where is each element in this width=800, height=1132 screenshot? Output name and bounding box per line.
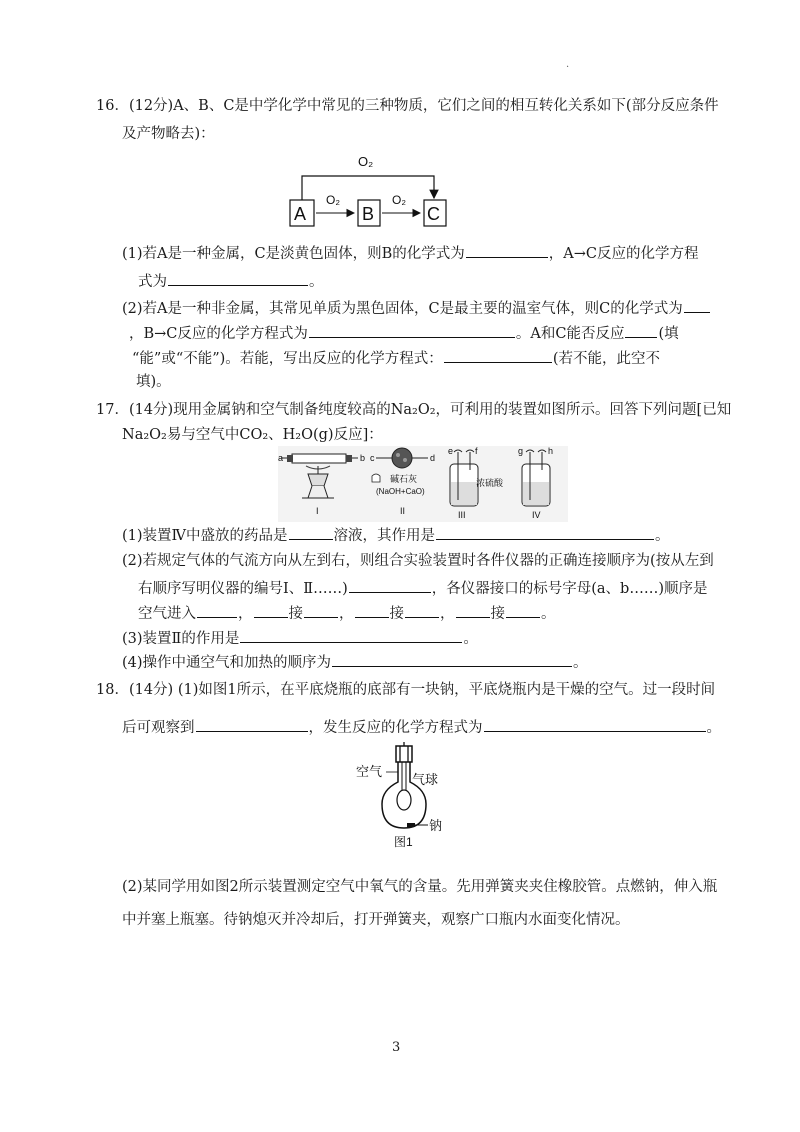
- svg-text:e: e: [448, 446, 454, 456]
- q17-p2-text-d: 空气进入: [138, 606, 196, 622]
- q17-p3-text-a: (3)装置Ⅱ的作用是: [122, 631, 240, 647]
- answer-blank[interactable]: [625, 323, 657, 338]
- q18-stem-line2: [122, 717, 721, 738]
- svg-text:II: II: [400, 506, 406, 516]
- answer-blank[interactable]: [240, 628, 462, 643]
- separator: ，: [440, 606, 455, 622]
- q16-p1-text-a: (1)若A是一种金属，C是淡黄色固体，则B的化学式为: [122, 246, 465, 262]
- answer-blank[interactable]: [484, 717, 706, 732]
- svg-text:I: I: [316, 506, 319, 516]
- answer-blank[interactable]: [436, 525, 654, 540]
- q17-p1-text-a: (1)装置Ⅳ中盛放的药品是: [122, 528, 288, 544]
- o2-top-label: O₂: [358, 154, 374, 169]
- answer-blank[interactable]: [196, 717, 308, 732]
- q17-part4: [122, 652, 588, 673]
- join-word: 接: [389, 606, 404, 622]
- answer-blank[interactable]: [684, 298, 710, 313]
- q18-l2-text-c: 。: [706, 720, 721, 736]
- q16-part2-line1: [122, 298, 711, 319]
- q16-part1-line1: [122, 243, 698, 264]
- q16-p2-text-e: “能”或“不能”)。若能，写出反应的化学方程式：: [132, 351, 443, 367]
- svg-text:IV: IV: [532, 510, 541, 520]
- q17-p3-text-b: 。: [463, 631, 478, 647]
- figure-caption: 图1: [394, 835, 413, 849]
- box-b-label: B: [362, 204, 375, 224]
- separator: ，: [238, 606, 253, 622]
- q18-part2-line2: 中并塞上瓶塞。待钠熄灭并冷却后，打开弹簧夹，观察广口瓶内水面变化情况。: [122, 912, 630, 928]
- answer-blank[interactable]: [349, 578, 431, 593]
- separator: ，: [339, 606, 354, 622]
- svg-text:c: c: [370, 453, 375, 463]
- join-word: 接: [288, 606, 303, 622]
- q17-p2-text-c: ，各仪器接口的标号字母(a、b……)顺序是: [431, 581, 708, 597]
- answer-blank[interactable]: [304, 603, 338, 618]
- answer-blank[interactable]: [405, 603, 439, 618]
- q16-conversion-diagram: [280, 148, 460, 232]
- answer-blank[interactable]: [506, 603, 540, 618]
- a-to-c-arrow: [302, 176, 434, 200]
- q18-part2-line1: (2)某同学用如图2所示装置测定空气中氧气的含量。先用弹簧夹夹住橡胶管。点燃钠，伸入瓶: [122, 879, 718, 895]
- answer-blank[interactable]: [309, 323, 515, 338]
- q17-apparatus-figure: [278, 446, 568, 522]
- q16-p2-text-b: ，B→C反应的化学方程式为: [129, 326, 308, 342]
- q16-p1-text-c: 式为: [138, 274, 167, 290]
- q16-p1-text-b: ，A→C反应的化学方程: [548, 246, 699, 262]
- q16-p1-text-d: 。: [309, 274, 324, 290]
- answer-blank[interactable]: [444, 348, 552, 363]
- page-number: 3: [392, 1040, 401, 1055]
- answer-blank[interactable]: [197, 603, 237, 618]
- q16-p2-text-a: (2)若A是一种非金属，其常见单质为黑色固体，C是最主要的温室气体，则C的化学式为: [122, 301, 683, 317]
- q16-part2-line4: 填)。: [136, 374, 171, 390]
- answer-blank[interactable]: [466, 243, 548, 258]
- svg-text:III: III: [458, 510, 466, 520]
- q18-stem-line1: 18．(14分) (1)如图1所示，在平底烧瓶的底部有一块钠，平底烧瓶内是干燥的空气。过一段时间: [96, 682, 716, 698]
- svg-text:浓硫酸: 浓硫酸: [476, 478, 504, 488]
- q17-part3: [122, 628, 478, 649]
- answer-blank[interactable]: [254, 603, 288, 618]
- answer-blank[interactable]: [168, 271, 308, 286]
- answer-blank[interactable]: [456, 603, 490, 618]
- answer-blank[interactable]: [289, 525, 333, 540]
- o2-label-1: O₂: [326, 193, 340, 207]
- q17-p1-text-b: 溶液，其作用是: [333, 528, 436, 544]
- answer-blank[interactable]: [355, 603, 389, 618]
- svg-text:d: d: [430, 453, 436, 463]
- q17-part2-line3: [138, 603, 556, 624]
- q18-l2-text-b: ，发生反应的化学方程式为: [308, 720, 483, 736]
- box-c-label: C: [427, 204, 440, 224]
- q17-p2-text-b: 右顺序写明仪器的编号Ⅰ、Ⅱ……): [138, 581, 348, 597]
- page-dot: ·: [566, 62, 570, 73]
- label-sodium: 钠: [429, 818, 443, 833]
- q18-l2-text-a: 后可观察到: [122, 720, 195, 736]
- q16-part2-line2: [129, 323, 679, 344]
- label-air: 空气: [356, 764, 383, 779]
- q16-p2-text-d: (填: [658, 326, 679, 342]
- svg-text:(NaOH+CaO): (NaOH+CaO): [376, 487, 425, 496]
- q16-p2-text-c: 。A和C能否反应: [515, 326, 625, 342]
- q17-p4-text-a: (4)操作中通空气和加热的顺序为: [122, 655, 332, 671]
- q18-figure-1: [352, 742, 456, 852]
- q17-part2-line1: (2)若规定气体的气流方向从左到右，则组合实验装置时各件仪器的正确连接顺序为(按从左到: [122, 553, 714, 569]
- q17-stem-line1: 17．(14分)现用金属钠和空气制备纯度较高的Na₂O₂，可利用的装置如图所示。回答下列问题[已知: [96, 402, 732, 418]
- q17-part2-line2: [138, 578, 708, 599]
- label-balloon: 气球: [412, 772, 439, 787]
- q16-stem-line2: 及产物略去)：: [122, 126, 215, 142]
- period: 。: [541, 606, 556, 622]
- svg-text:a: a: [278, 453, 284, 463]
- answer-blank[interactable]: [332, 652, 572, 667]
- q16-part2-line3: [132, 348, 660, 369]
- q17-part1: [122, 525, 670, 546]
- o2-label-2: O₂: [392, 193, 406, 207]
- q16-p2-text-f: (若不能，此空不: [552, 351, 660, 367]
- q17-stem-line2: Na₂O₂易与空气中CO₂、H₂O(g)反应]：: [122, 427, 383, 443]
- svg-text:b: b: [360, 453, 366, 463]
- q16-part1-line2: [138, 271, 324, 292]
- svg-text:h: h: [548, 446, 554, 456]
- svg-text:碱石灰: 碱石灰: [390, 474, 418, 484]
- q17-p4-text-b: 。: [573, 655, 588, 671]
- box-a-label: A: [294, 204, 307, 224]
- svg-text:f: f: [475, 446, 478, 456]
- q17-p1-text-c: 。: [655, 528, 670, 544]
- q16-stem-line1: 16．(12分)A、B、C是中学化学中常见的三种物质，它们之间的相互转化关系如下(部分反应条件: [96, 98, 719, 114]
- svg-text:g: g: [518, 446, 524, 456]
- join-word: 接: [490, 606, 505, 622]
